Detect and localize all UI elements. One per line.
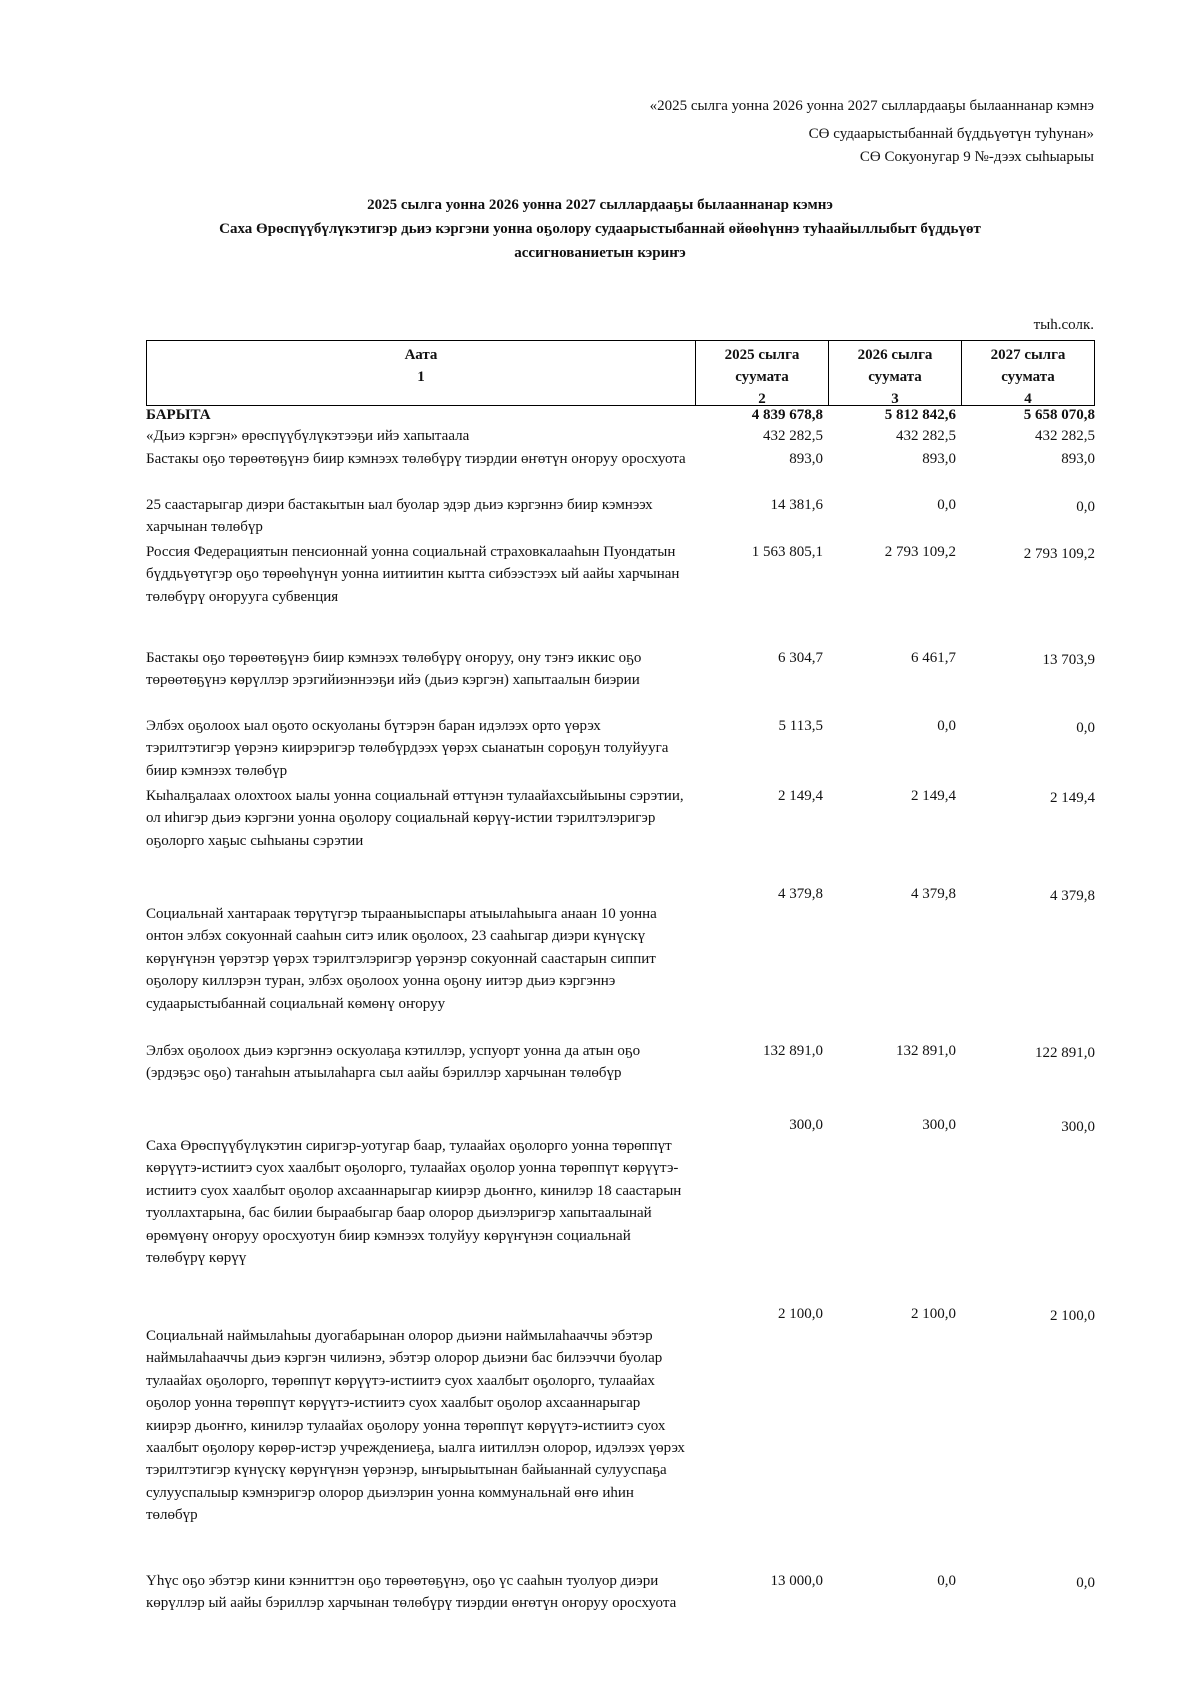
column-header-number: 2	[758, 391, 766, 407]
row-value-2026: 300,0	[922, 1117, 956, 1133]
row-value-2027: 0,0	[1076, 720, 1095, 736]
row-value-2025: 6 304,7	[778, 650, 823, 666]
row-name: Элбэх оҕолоох ыал оҕото оскуоланы бүтэрэн баран идэлээх орто үөрэх тэрилтэтигэр үөрэнэ киирэригэр төлөбүрдээх үөрэх сыанатын сороҕун толуйууга биир кэмнээх төлөбүр	[146, 718, 669, 779]
row-name: Саха Өрөспүүбүлүкэтин сиригэр-уотугар баар, тулаайах оҕолорго уонна төрөппүт көрүүтэ-истиитэ суох хаалбыт оҕолорго, тулаайах оҕолор уонна төрөппүт көрүүтэ-истиитэ суох хаалбыт оҕолор ахсааннарыгар киирэр дьоҥҥо, кинилэр 18 саастарын туоллахтарына, бас билии быраабыгар баар олорор дьиэлэригэр хапытаалынай өрөмүөнү оҥоруу оросхуотун биир кэмнээх толуйуу көрүҥүнэн социальнай төлөбүрү көрүү	[146, 1138, 682, 1267]
row-value-2025: 432 282,5	[763, 428, 823, 444]
row-name: Бастакы оҕо төрөөтөҕүнэ биир кэмнээх төлөбүрү оҥоруу, ону тэҥэ иккис оҕо төрөөтөҕүнэ көрүллэр эрэгийиэннээҕи ийэ (дьиэ кэргэн) хапытаалын биэрии	[146, 650, 642, 689]
row-value-2027: 2 149,4	[1050, 790, 1095, 806]
document-title	[140, 193, 1060, 265]
column-header-label: Аата	[404, 347, 438, 363]
row-value-2027: 893,0	[1061, 451, 1095, 467]
row-name: Бастакы оҕо төрөөтөҕүнэ биир кэмнээх төлөбүрү тиэрдии өҥөтүн оҥоруу оросхуота	[146, 451, 686, 467]
row-value-2027: 0,0	[1076, 499, 1095, 515]
column-header-number: 4	[1024, 391, 1032, 407]
row-value-2027: 300,0	[1061, 1119, 1095, 1135]
row-name: Кыһалҕалаах олохтоох ыалы уонна социальнай өттүнэн тулаайахсыйыыны сэрэтии, ол иһигэр дьиэ кэргэни уонна оҕолору социальнай көрүү-истии тэрилтэлэригэр оҕолорго хаҕыс сыһыаны сэрэтии	[146, 788, 684, 849]
column-header-name	[147, 341, 696, 405]
row-value-2027: 13 703,9	[1042, 652, 1095, 668]
column-header-2026	[829, 341, 962, 405]
header-line-2: СӨ судаарыстыбаннай бүддьүөтүн туһунан»	[808, 126, 1094, 142]
row-value-2025: 13 000,0	[770, 1573, 823, 1589]
title-line-2: Саха Өрөспүүбүлүкэтигэр дьиэ кэргэни уонна оҕолору судаарыстыбаннай өйөөһүннэ туһаайыллыбыт бүддьүөт	[219, 221, 981, 237]
column-header-2027	[962, 341, 1094, 405]
row-value-2027: 0,0	[1076, 1575, 1095, 1591]
column-header-sub: суумата	[1001, 369, 1055, 385]
row-name: Социальнай хантараак төрүтүгэр тырааныыспары атыылаһыыга анаан 10 уонна онтон элбэх сокуоннай сааһын ситэ илик оҕолоох, 23 сааһыгар диэри күнүскү көрүҥүнэн үөрэтэр үөрэх тэрилтэлэригэр үөрэнэр сокуоннай саастарын сиппит оҕолору киллэрэн туран, элбэх оҕолоох уонна оҕону иитэр дьиэ кэргэннэ судаарыстыбаннай социальнай көмөнү оҥоруу	[146, 906, 657, 1012]
row-name: Социальнай наймылаһыы дуогабарынан олорор дьиэни наймылаһааччы эбэтэр наймылаһааччы дьиэ кэргэн чилиэнэ, эбэтэр олорор дьиэни бас билээччи буолар тулаайах оҕолорго, төрөппүт көрүүтэ-истиитэ суох хаалбыт оҕолорго, тулаайах оҕолор уонна төрөппүт көрүүтэ-истиитэ суох хаалбыт оҕолор ахсааннарыгар киирэр дьоҥҥо, кинилэр тулаайах оҕолору уонна төрөппүт көрүүтэ-истиитэ суох хаалбыт оҕолору көрөр-истэр учреждениеҕа, ыалга иитиллэн олорор, идэлээх үөрэх тэрилтэтигэр күнүскү көрүҥүнэн үөрэнэр, ыҥырыытынан байыаннай сулууспаҕа сулууспалыыр кэмнэригэр олорор дьиэлэрин уонна коммунальнай өҥө иһин төлөбүр	[146, 1328, 685, 1524]
row-value-2027: 4 379,8	[1050, 888, 1095, 904]
row-value-2026: 0,0	[937, 1573, 956, 1589]
row-value-2027: 122 891,0	[1035, 1045, 1095, 1061]
row-name: Элбэх оҕолоох дьиэ кэргэннэ оскуолаҕа кэтиллэр, успуорт уонна да атын оҕо (эрдэҕэс оҕо) таҥаһын атыылаһарга сыл аайы бэриллэр харчынан төлөбүр	[146, 1043, 641, 1082]
row-value-2025: 132 891,0	[763, 1043, 823, 1059]
row-value-2027: 2 100,0	[1050, 1308, 1095, 1324]
row-name: 25 саастарыгар диэри бастакытын ыал буолар эдэр дьиэ кэргэннэ биир кэмнээх харчынан төлөбүр	[146, 497, 653, 536]
column-header-sub: суумата	[868, 369, 922, 385]
row-value-2025: 14 381,6	[770, 497, 823, 513]
row-value-2026: 0,0	[937, 497, 956, 513]
column-header-number: 1	[417, 369, 425, 385]
column-header-2025	[696, 341, 829, 405]
row-value-2027: 5 658 070,8	[1023, 407, 1095, 423]
column-header-label: 2027 сылга	[990, 347, 1066, 363]
row-value-2027: 432 282,5	[1035, 428, 1095, 444]
row-value-2026: 2 100,0	[911, 1306, 956, 1322]
row-value-2025: 1 563 805,1	[751, 544, 823, 560]
row-name: БАРЫТА	[146, 407, 211, 423]
header-line-1: «2025 сылга уонна 2026 уонна 2027 сыллардааҕы былааннанар кэмнэ	[649, 98, 1094, 114]
row-value-2026: 2 793 109,2	[884, 544, 956, 560]
row-value-2025: 4 379,8	[778, 886, 823, 902]
row-value-2027: 2 793 109,2	[1023, 546, 1095, 562]
row-value-2026: 0,0	[937, 718, 956, 734]
title-line-3: ассигнованиетын кэриҥэ	[514, 245, 686, 261]
table-header	[146, 340, 1095, 406]
header-line-3: СӨ Сокуонугар 9 №-дээх сыһыарыы	[859, 149, 1094, 165]
row-value-2026: 5 812 842,6	[884, 407, 956, 423]
title-line-1: 2025 сылга уонна 2026 уонна 2027 сыллардааҕы былааннанар кэмнэ	[367, 197, 833, 213]
row-name: «Дьиэ кэргэн» өрөспүүбүлүкэтээҕи ийэ хапытаала	[146, 428, 470, 444]
row-value-2026: 6 461,7	[911, 650, 956, 666]
column-header-label: 2026 сылга	[857, 347, 933, 363]
row-value-2025: 4 839 678,8	[751, 407, 823, 423]
row-value-2026: 893,0	[922, 451, 956, 467]
unit-label: тыһ.солк.	[1033, 317, 1094, 333]
row-value-2026: 4 379,8	[911, 886, 956, 902]
row-value-2026: 432 282,5	[896, 428, 956, 444]
row-value-2026: 132 891,0	[896, 1043, 956, 1059]
row-value-2025: 300,0	[789, 1117, 823, 1133]
row-name: Россия Федерациятын пенсионнай уонна социальнай страховкалааһын Пуондатын бүддьүөтүгэр оҕо төрөөһүнүн уонна иитиитин кытта сибээстээх ый аайы харчынан төлөбүрү оҥорууга субвенция	[146, 544, 680, 605]
column-header-sub: суумата	[735, 369, 789, 385]
row-value-2025: 2 100,0	[778, 1306, 823, 1322]
row-value-2025: 5 113,5	[778, 718, 823, 734]
row-value-2025: 2 149,4	[778, 788, 823, 804]
row-name: Үһүс оҕо эбэтэр кини кэнниттэн оҕо төрөөтөҕүнэ, оҕо үс сааһын туолуор диэри көрүллэр ый аайы бэриллэр харчынан төлөбүрү тиэрдии өҥөтүн оҥоруу оросхуота	[146, 1573, 677, 1612]
row-value-2026: 2 149,4	[911, 788, 956, 804]
column-header-number: 3	[891, 391, 899, 407]
column-header-label: 2025 сылга	[724, 347, 800, 363]
row-value-2025: 893,0	[789, 451, 823, 467]
